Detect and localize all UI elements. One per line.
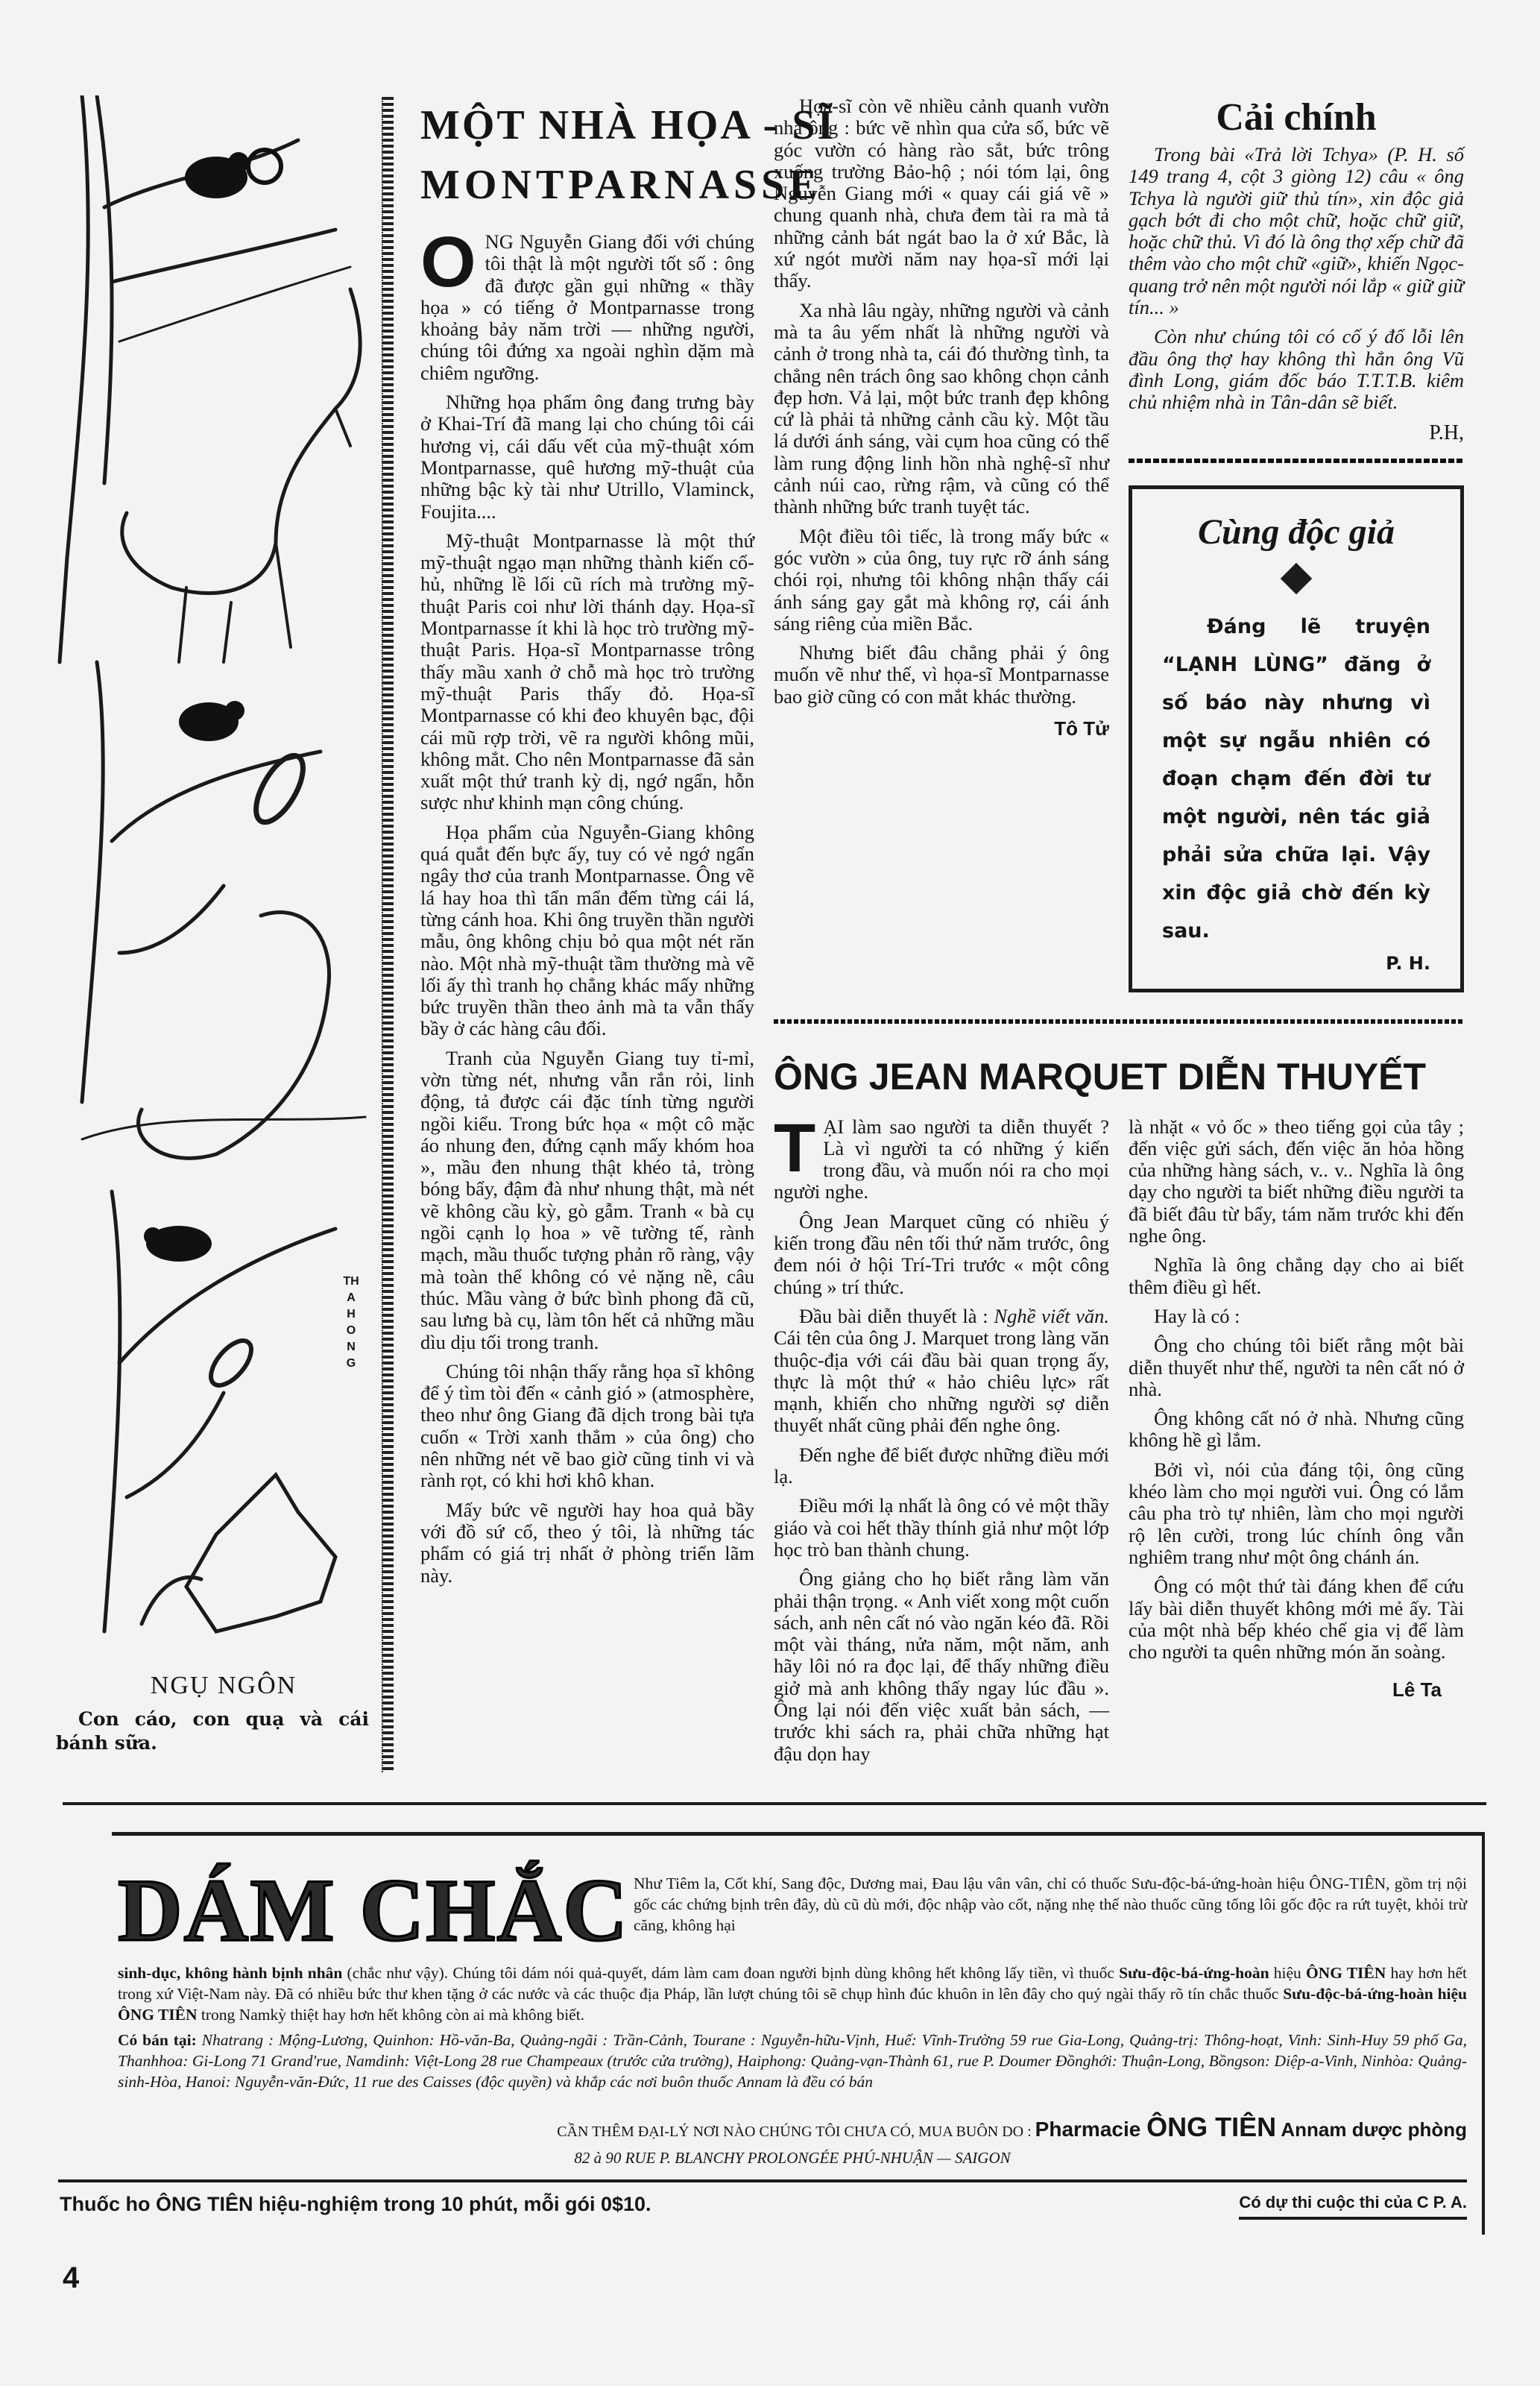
crow-3: [144, 1226, 212, 1262]
ad-address: 82 à 90 RUE P. BLANCHY PROLONGÉE PHÚ-NHUẬN — SAIGON: [574, 2148, 1011, 2167]
notice-title: Cùng độc giả: [1197, 511, 1395, 552]
article2-headline: ÔNG JEAN MARQUET DIỄN THUYẾT: [774, 1055, 1427, 1098]
crow-1: [185, 150, 281, 198]
tree-trunk: [60, 95, 88, 662]
ad-body: sinh-dục, không hành bịnh nhân (chắc như vậy). Chúng tôi dám nói quả-quyết, dám làm cam đoan người bịnh dùng không hết không lấy tiền, vì thuốc Sưu-độc-bá-ứng-hoàn hiệu ÔNG TIÊN hay hơn hết trong xứ Việt-Nam này. Đã có nhiều bức thư khen tặng ở các nước và các thuộc địa Pháp, lần lượt chúng tôi sẽ chụp hình đúc khuôn in lên đây cho quý ngài thấy rõ tín chắc thuốc Sưu-độc-bá-ứng-hoàn hiệu ÔNG TIÊN trong Namkỳ thiệt hay hơn hết không còn ai mà không biết.: [118, 1963, 1468, 2024]
ad-footer-right: Có dự thi cuộc thi của C P. A.: [1239, 2193, 1467, 2220]
illustration-column: [52, 95, 380, 1755]
article1-author: Tô Tử: [1054, 717, 1109, 740]
fox-3: [186, 1475, 335, 1631]
article2-col2: là nhặt « vỏ ốc » theo tiếng gọi của tây ; đến việc gửi sách, đến việc ăn hỏa hồng của những hàng sách, v.. v.. Nghĩa là ông dạy cho người ta biết những điều người ta đã biết đâu từ bẩy, tám năm trước khi đến nghe ông. Nghĩa là ông chẳng dạy cho ai biết thêm điều gì hết. Hay là có : Ông cho chúng tôi biết rằng một bài diễn thuyết như thế, người ta nên cất nó ở nhà. Ông không cất nó ở nhà. Nhưng cũng không hề gì lắm. Bởi vì, nói của đáng tội, ông cũng khéo làm cho mọi người vui. Ông có lắm câu pha trò tự nhiên, làm cho mọi người rộ lên cười, trong lúc chính ông vẫn nghiêm trang như một ông chánh án. Ông có một thứ tài đáng khen để cứu lấy bài diễn thuyết không mới mẻ ấy. Tài của một nhà bếp khéo chế gia vị để làm cho người ta quên những món ăn soàng. Lê Ta: [1129, 1115, 1464, 1702]
correction-title: Cải chính: [1216, 96, 1377, 139]
fable-illustration: [52, 95, 380, 1654]
section-divider: [63, 1802, 1486, 1805]
correction-notice: Cải chính Trong bài «Trả lời Tchya» (P. H. số 149 trang 4, cột 3 giòng 12) câu « ông Tchya là người giữ thủ tín», xin độc giả gạch bớt đi cho một chữ, hoặc chữ giữ, hoặc chữ thủ. Vì đó là ông thợ xếp chữ đã thêm vào cho một chữ «giữ», khiến Ngọc-quang trở nên một người nói lắp « giữ giữ tín... » Còn như chúng tôi có cố ý đổ lỗi lên đầu ông thợ hay không thì hẳn ông Vũ đình Long, giám đốc báo T.T.T.B. kiêm chủ nhiệm nhà in Tân-dân sẽ biết. P.H,: [1129, 96, 1464, 444]
article2-col1: TẠI làm sao người ta diễn thuyết ? Là vì người ta có những ý kiến trong đầu, và muốn nói ra cho mọi người nghe. Ông Jean Marquet cũng có nhiều ý kiến trong đầu nên tối thứ năm trước, ông đem nói ở hội Trí-Tri trước « một công chúng » trí thức. Đầu bài diễn thuyết là : Nghề viết văn. Cái tên của ông J. Marquet trong làng văn thuộc-địa với cái đầu bài quan trọng ấy, thực là một thứ « hảo chiêu lực» rất mạnh, khiến cho những người sợ diễn thuyết nhất cũng phải đến nghe ông. Đến nghe để biết được những điều mới lạ. Điều mới lạ nhất là ông có vẻ một thầy giáo và coi hết thầy thính giả như một lớp học trò ban thành chung. Ông giảng cho họ biết rằng làm văn phải thận trọng. « Anh viết xong một cuốn sách, anh nên cất nó vào ngăn kéo đã. Rồi một vài tháng, nửa năm, một năm, anh hãy lôi nó ra đọc lại, để thấy những điều giở mà anh không thấy ngay lúc đầu ». Ông lại nói đến việc xuất bản sách, — trước khi sách ra, phải chữa những hạt đậu dọn hay: [774, 1109, 1110, 1765]
reader-notice-box: Cùng độc giả Đáng lẽ truyện “LẠNH LÙNG” đăng ở số báo này nhưng vì một sự ngẫu nhiên có đoạn chạm đến đời tư một người, nên tác giả phải sửa chữa lại. Vậy xin độc giả chờ đến kỳ sau. P. H.: [1129, 485, 1464, 992]
illustrator-signature: THA HONG: [343, 1275, 359, 1370]
decorative-border: [382, 97, 394, 1772]
ad-sellers: Có bán tại: Nhatrang : Mộng-Lương, Quinhon: Hồ-văn-Ba, Quảng-ngãi : Trần-Cảnh, Tourane : Nguyễn-hữu-Vịnh, Huế: Vĩnh-Trường 59 rue Gia-Long, Quảng-trị: Thông-hoạt, Vinh: Sinh-Huy 59 phố Ga, Thanhhoa: Gi-Long 71 Grand'rue, Namdinh: Việt-Long 28 rue Champeaux (trước cửa trường), Haiphong: Quảng-vạn-Thành 61, rue P. Doumer Đồnghới: Thuận-Long, Bồngson: Diệp-a-Vinh, Ninhòa: Quảng-sinh-Hòa, Hanoi: Nguyễn-văn-Đức, 11 rue des Caisses (độc quyền) và khắp các nơi buôn thuốc Annam là đều có bán: [118, 2030, 1468, 2091]
column-3-top: [1129, 95, 1464, 992]
page-main: [52, 95, 1465, 1772]
dropcap-t: T: [774, 1109, 816, 1186]
crow-2: [179, 701, 244, 741]
article1-col2: Họa-sĩ còn vẽ nhiều cảnh quanh vườn nhà ông : bức vẽ nhìn qua cửa sổ, bức vẽ góc vườn có hàng rào sắt, bức trông xuống trường Bảo-hộ ; nói tóm lại, ông Nguyễn Giang mới « quay cái giá vẽ » chung quanh nhà, chưa đem tài ra mà tả những cảnh bát ngát bao la ở xứ Bắc, là xứ ngót mười năm nay họa-sĩ mới lại thấy. Xa nhà lâu ngày, những người và cảnh mà ta âu yếm nhất là những người và cảnh ở trong nhà ta, cái đó thường tình, ta chẳng nên trách ông sao không chọn cảnh đẹp hơn. Vả lại, một bức tranh đẹp không cứ là phải tả những cảnh cầu kỳ. Một tầu lá dưới ánh sáng, vài cụm hoa cũng có thể làm rung động linh hồn nhà nghệ-sĩ như cảnh núi cao, rừng rậm, và cũng có thể thành những bức tranh tuyệt tác. Một điều tôi tiếc, là trong mấy bức « góc vườn » của ông, tuy rực rỡ ánh sáng chói rọi, nhưng tôi không nhận thấy cái ánh sáng gay gắt mà không rợ, cái ánh sáng riêng của miền Bắc. Nhưng biết đâu chẳng phải ý ông muốn vẽ như thế, vì họa-sĩ Montparnasse bao giờ cũng có con mắt khác thường. Tô Tử: [774, 95, 1109, 740]
article1-col1: MỘT NHÀ HỌA - SĨ MONTPARNASSE ONG Nguyễn Giang đối với chúng tôi thật là một người tốt số : ông đã được gần gụi những « thầy họa » có tiếng ở Montparnasse trong khoảng bảy năm trời — những người, chúng tôi đứng xa ngoài nghìn dặm mà chiêm ngưỡng. Những họa phẩm ông đang trưng bày ở Khai-Trí đã mang lại cho chúng tôi cái hương vị, cái dấu vết của mỹ-thuật xóm Montparnasse, quê hương mỹ-thuật của những bậc kỳ tài như Utrillo, Vlaminck, Foujita.... Mỹ-thuật Montparnasse là một thứ mỹ-thuật ngạo mạn những thành kiến cổ-hủ, những lề lối cũ rích mà trường mỹ-thuật Paris coi như lời thánh dạy. Họa-sĩ Montparnasse ít khi là học trò trường mỹ-thuật Paris. Họa-sĩ Montparnasse trông thấy mầu xanh ở chỗ mà học trò trường mỹ-thuật Paris thấy đỏ. Họa-sĩ Montparnasse có khi đeo khuyên bạc, đội cái mũ rợp trời, vẽ ra người không mũi, không mắt. Cho nên Montparnasse đã sản xuất một thứ tranh kỳ dị, ngớ ngẩn, hỗn sược như khinh mạn công chúng. Họa phẩm của Nguyễn-Giang không quá quắt đến bực ấy, tuy có vẻ ngớ ngẩn ngây thơ của tranh Montparnasse. Ông vẽ lá hay hoa thì tẩn mẩn đếm từng cái lá, từng cánh hoa. Khi ông truyền thần người mẫu, ông không chịu bỏ qua một nét răn nào. Một nhà mỹ-thuật tầm thường mà vẽ lối ấy thì tranh họ chẳng khác mấy những bức truyền thần theo ảnh mà ta vẫn thấy bầy ở các hàng câu đối. Tranh của Nguyễn Giang tuy tỉ-mỉ, vờn từng nét, nhưng vẫn rắn rỏi, linh động, tả được cái đặc tính từng người ngồi kiểu. Trong bức họa « một cô mặc áo nhung đen, đứng cạnh mấy khóm hoa », mầu đen nhung thật khéo tả, tròng bóng bẩy, đậm đà như nhung thật, mà nét vẽ không cầu kỳ, gò gẫm. Tranh « bà cụ ngồi cạnh lọ hoa » vẽ tường tế, rành mạch, mầu thuốc tượng phản rõ ràng, vậy mà toàn thể không có vẻ nặng nề, câu thúc. Mầu vàng ở bức bình phong đã cũ, sau lưng bà cụ, làm tôn hết cả những mầu dìu dịu tối trong tranh. Chúng tôi nhận thấy rằng họa sĩ không để ý tìm tòi đến « cảnh gió » (atmosphère, theo như ông Giang đã dịch trong bài tựa cuốn « Trời xanh thẳm » của ông) cho nên những nét vẽ bao giờ cũng tinh vi và rành rọt, có khi hơi khô khan. Mấy bức vẽ người hay hoa quả bầy với đồ sứ cổ, theo ý tôi, là những tác phẩm có giá trị nhất ở phòng triển lãm này.: [420, 95, 754, 1594]
fable-caption-title: NGỤ NGÔN: [150, 1672, 297, 1699]
correction-signature: P.H,: [1429, 421, 1464, 444]
page-number: 4: [63, 2261, 80, 2294]
article2-author: Lê Ta: [1392, 1678, 1442, 1702]
notice-signature: P. H.: [1386, 952, 1430, 974]
ad-title: DÁM CHẮC: [118, 1860, 629, 1960]
article1-title: MỘT NHÀ HỌA - SĨ MONTPARNASSE: [420, 102, 836, 208]
ad-intro: Như Tiêm la, Cốt khí, Sang độc, Dương mai, Đau lậu vân vân, chỉ có thuốc Sưu-độc-bá-ứng-hoàn hiệu ÔNG-TIÊN, gồm trị nội gốc các chứng bịnh trên đây, dù cũ dù mới, độc nhập vào cốt, nặng nhẹ thế nào thuốc cũng tống lôi gốc độc ra rứt tuyệt, khỏi trừ căng, không hại: [634, 1874, 1467, 1934]
ad-divider: [58, 2179, 1467, 2182]
diamond-ornament-icon: [1281, 562, 1312, 594]
right-area: [774, 95, 1464, 1772]
dropcap-o: O: [420, 222, 476, 302]
fox-1: [122, 289, 360, 594]
ad-agents: CẦN THÊM ĐẠI-LÝ NƠI NÀO CHÚNG TÔI CHƯA CÓ, MUA BUÔN DO : Pharmacie ÔNG TIÊN Annam dược phòng: [557, 2111, 1467, 2142]
fable-caption-text: Con cáo, con quạ và cái bánh sữa.: [56, 1708, 369, 1754]
ad-footer-left: Thuốc ho ÔNG TIÊN hiệu-nghiệm trong 10 phút, mỗi gói 0$10.: [60, 2192, 651, 2215]
advertisement: [60, 1832, 1485, 2235]
wavy-divider: [774, 1019, 1464, 1024]
dotted-divider: [1129, 459, 1464, 463]
